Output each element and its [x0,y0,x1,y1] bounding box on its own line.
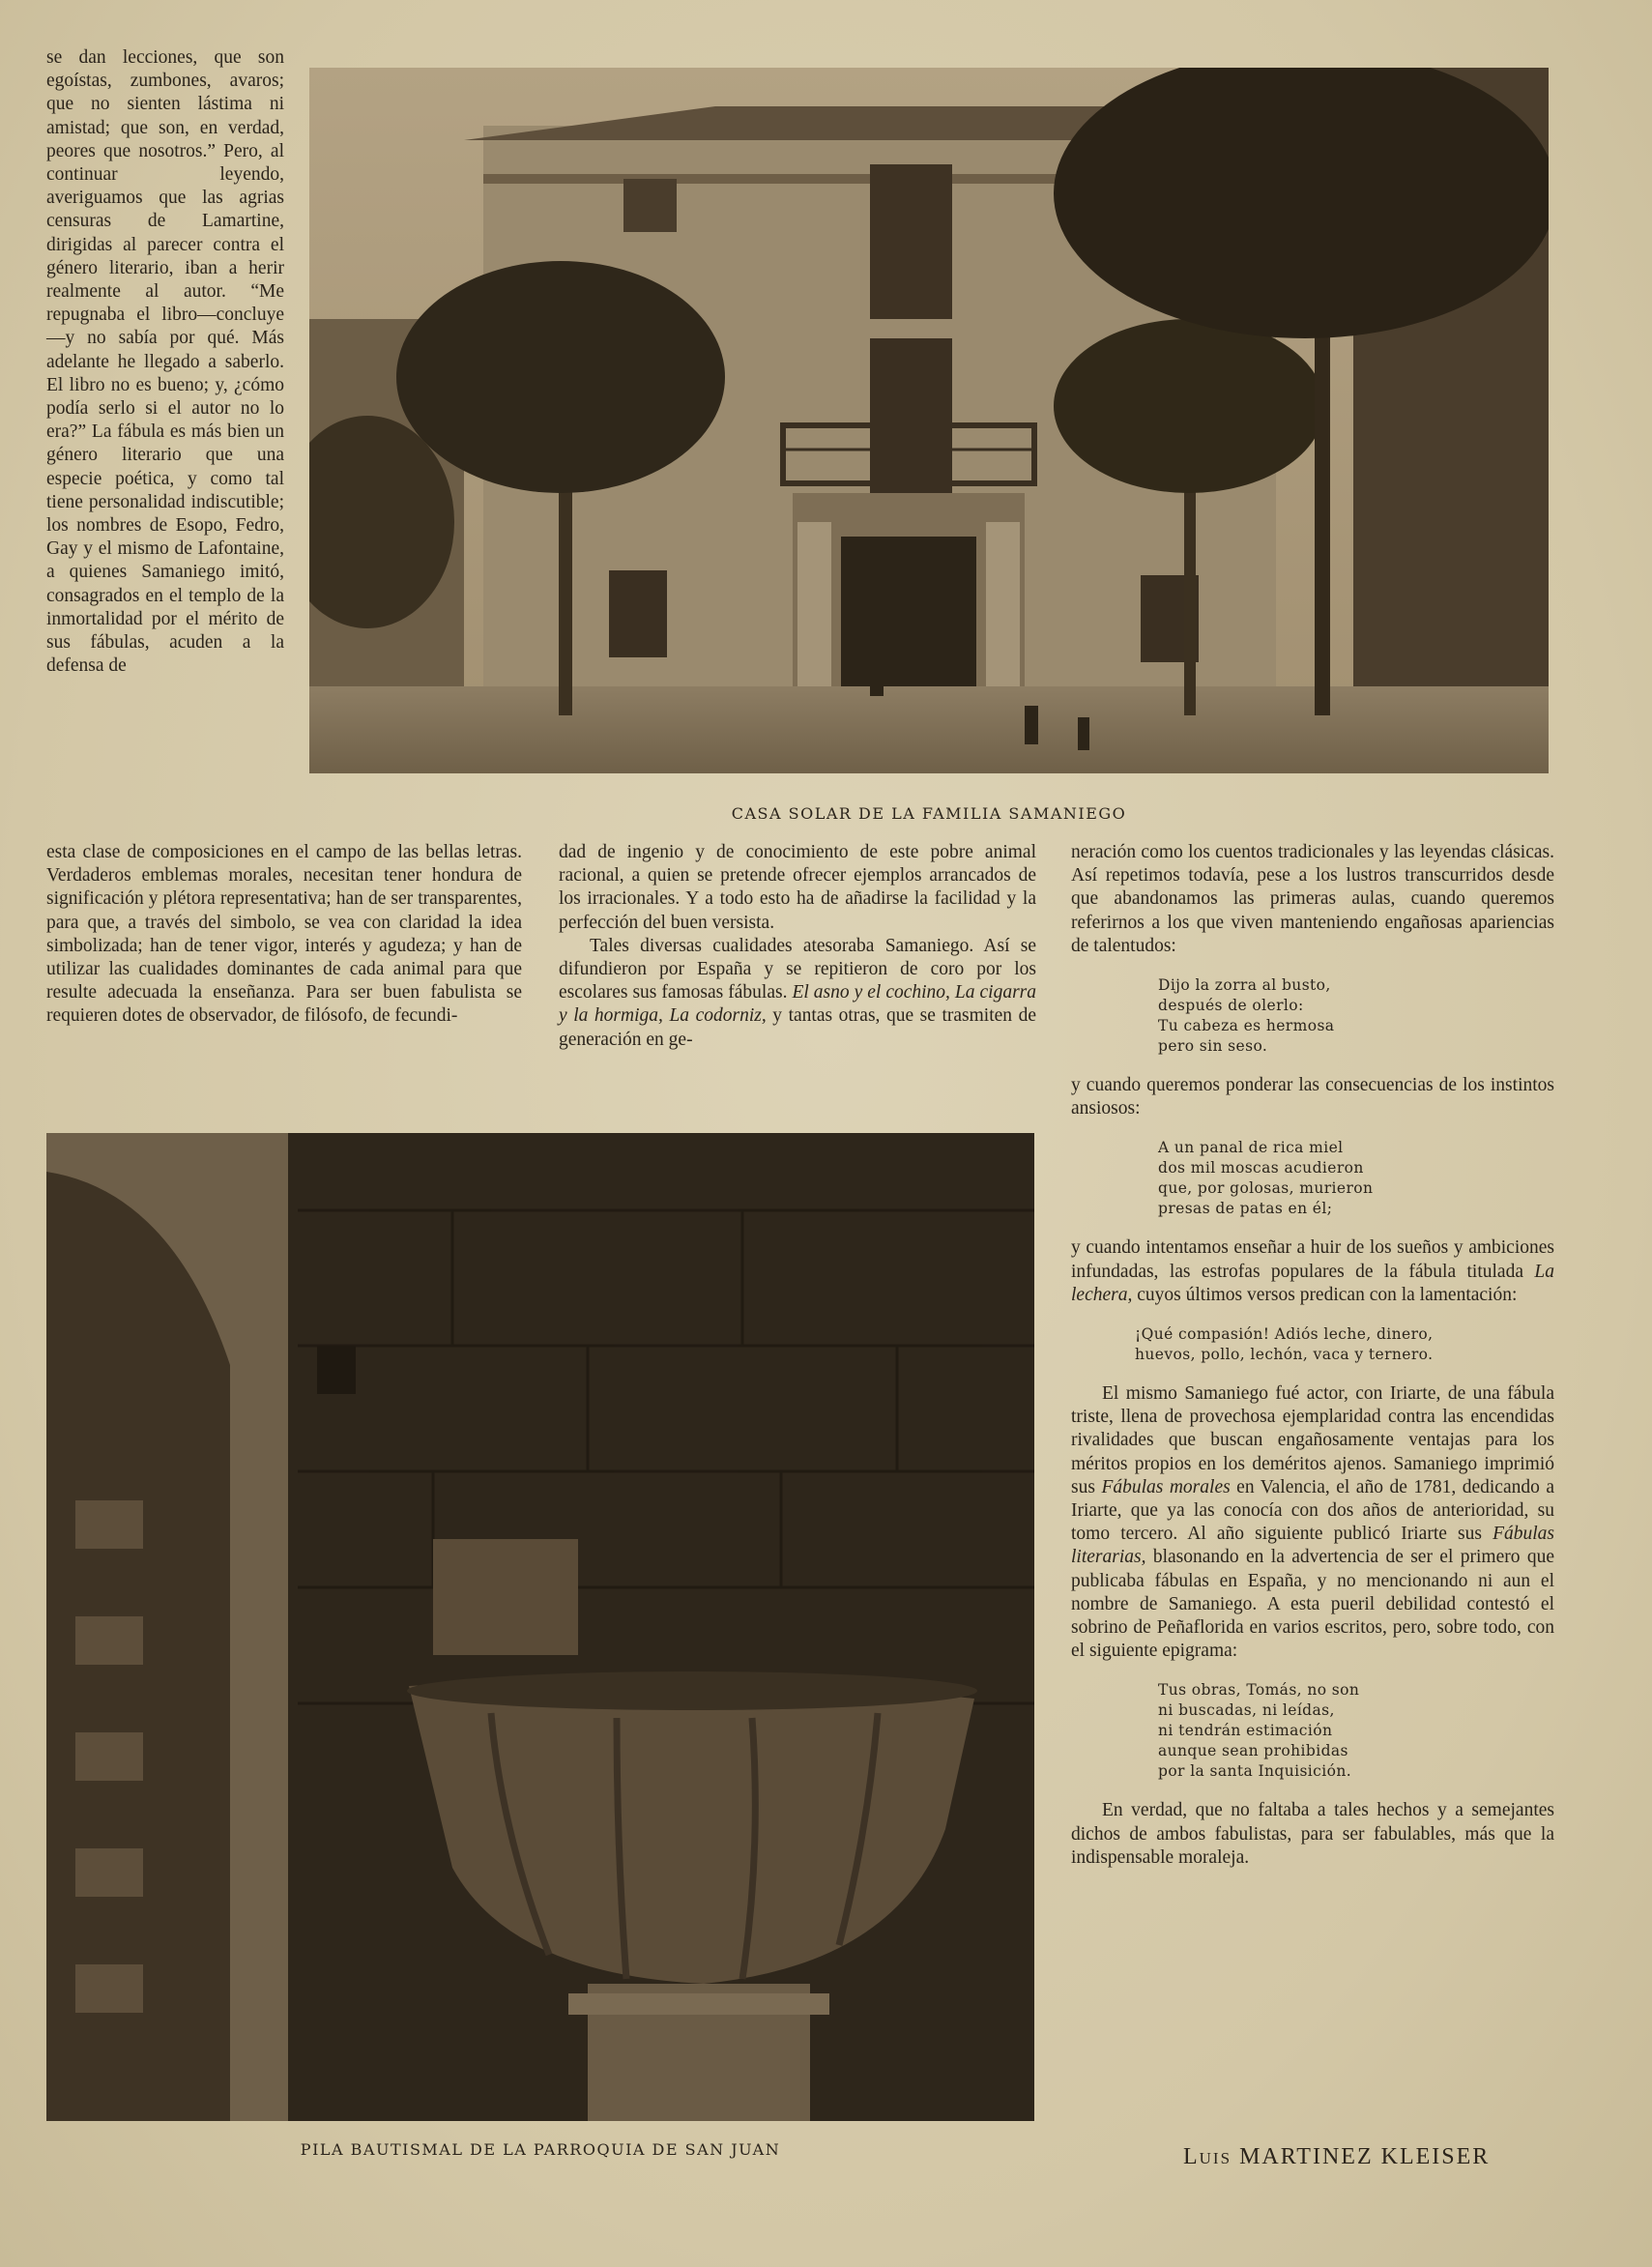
paragraph: y cuando queremos ponderar las consecuencias de los instintos ansiosos: [1071,1075,1554,1119]
paragraph: dad de ingenio y de conocimiento de este pobre animal racional, a quien se pretende ofrecer ejemplos arrancados de los irracionales. Y a todo esto ha de añadirse la facilidad y la perfección del buen versista. [559,842,1036,933]
verse-zorra: Dijo la zorra al busto, después de olerlo: Tu cabeza es hermosa pero sin seso. [1158,976,1335,1056]
column-center [559,841,1036,1052]
author-first-name: Luis [1183,2144,1232,2169]
paragraph: se dan lecciones, que son egoístas, zumbones, avaros; que no sienten lástima ni amistad; que son, en verdad, peores que nosotros.” Pero, al continuar leyendo, averiguamos que las agrias censuras de Lamartine, dirigidas al parecer contra el género literario, iban a herir realmente al autor. “Me repugnaba el libro—concluye—y no sabía por qué. Más adelante he llegado a saberlo. El libro no es bueno; y, ¿cómo podía serlo si el autor no lo era?” La fábula es más bien un género literario que una especie poética, y como tal tiene personalidad indiscutible; los nombres de Esopo, Fedro, Gay y el mismo de Lafontaine, a quienes Samaniego imitó, consagrados en el templo de la inmortalidad por el mérito de sus fábulas, acuden a la defensa de [46,47,284,677]
column-left-top [46,46,284,678]
paragraph: y cuando intentamos enseñar a huir de los sueños y ambiciones infundadas, las estrofas populares de la fábula titulada La lechera, cuyos últimos versos predican con la lamentación: [1071,1237,1554,1305]
author-last-name: MARTINEZ KLEISER [1239,2144,1491,2169]
paragraph: En verdad, que no faltaba a tales hechos y a semejantes dichos de ambos fabulistas, para ser fabulables, más que la indispensable moraleja. [1071,1800,1554,1868]
caption-bottom: PILA BAUTISMAL DE LA PARROQUIA DE SAN JUAN [300,2140,781,2159]
column-right [1071,841,1554,1870]
house-illustration [309,68,1549,773]
paragraph: El mismo Samaniego fué actor, con Iriarte, de una fábula triste, llena de provechosa ejemplaridad contra las encendidas rivalidades que buscan engañosamente ventajas para los méritos propios en los deméritos ajenos. Samaniego imprimió sus Fábulas morales en Valencia, el año de 1781, dedicando a Iriarte, que ya las conocía con dos años de anterioridad, su tomo tercero. Al año siguiente publicó Iriarte sus Fábulas literarias, blasonando en la advertencia de ser el primero que publicaba fábulas en España, y no mencionando ni aun el nombre de Samaniego. A esta pueril debilidad contestó el sobrino de Peñaflorida en varios escritos, pero, sobre todo, con el siguiente epigrama: [1071,1383,1554,1662]
author-signature [1183,2144,1490,2170]
paragraph: Tales diversas cualidades atesoraba Samaniego. Así se difundieron por España y se repitieron de coro por los escolares sus famosas fábulas. El asno y el cochino, La cigarra y la hormiga, La codorniz, y tantas otras, que se trasmiten de generación en ge- [559,935,1036,1050]
photo-pila-bautismal [46,1133,1034,2121]
caption-top: CASA SOLAR DE LA FAMILIA SAMANIEGO [731,804,1127,823]
verse-epigrama: Tus obras, Tomás, no son ni buscadas, ni leídas, ni tendrán estimación aunque sean prohibidas por la santa Inquisición. [1158,1681,1360,1781]
photo-casa-solar [309,68,1549,773]
fable-titles: El asno y el cochino, La cigarra y la hormiga, La codorniz, [559,982,1036,1027]
paragraph: neración como los cuentos tradicionales y las leyendas clásicas. Así repetimos todavía, pese a los lustros transcurridos desde que abandonamos las primeras aulas, cuando queremos referirnos a los que viven manteniendo engañosas apariencias de talentudos: [1071,842,1554,956]
verse-panal: A un panal de rica miel dos mil moscas acudieron que, por golosas, murieron presas de patas en él; [1158,1139,1374,1218]
verse-lechera: ¡Qué compasión! Adiós leche, dinero, huevos, pollo, lechón, vaca y ternero. [1135,1325,1434,1364]
paragraph: esta clase de composiciones en el campo de las bellas letras. Verdaderos emblemas morales, necesitan tener hondura de significación y plétora representativa; han de ser transparentes, para que, a través del simbolo, se vea con claridad la idea simbolizada; han de tener vigor, interés y agudeza; y han de utilizar las cualidades dominantes de cada animal para que resulte adecuada la enseñanza. Para ser buen fabulista se requieren dotes de observador, de filósofo, de fecundi- [46,842,522,1027]
font-illustration [46,1133,1034,2121]
column-left-middle [46,841,522,1029]
